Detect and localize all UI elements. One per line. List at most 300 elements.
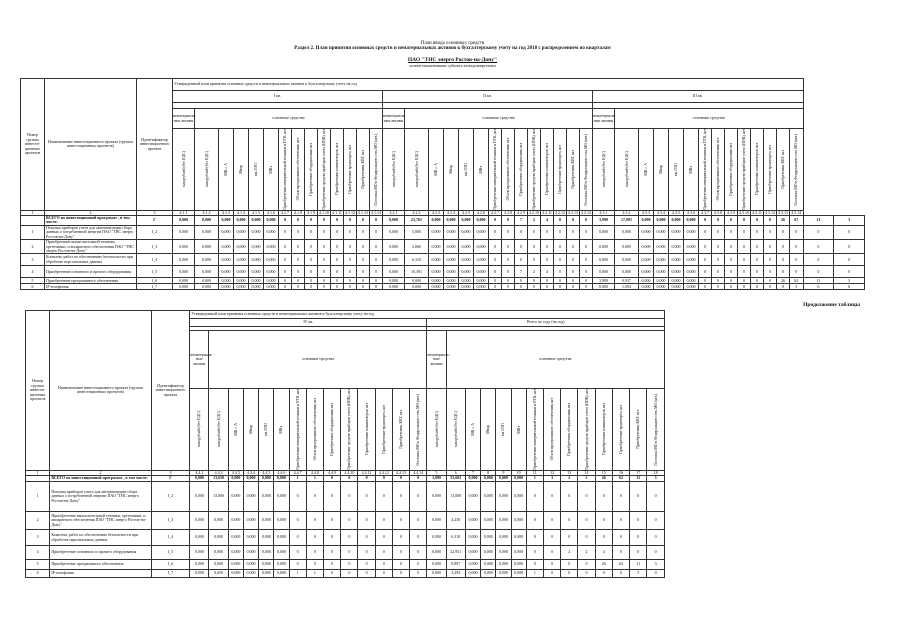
vertical-header-text: МВ×А — [434, 163, 438, 176]
column-header — [405, 129, 429, 211]
column-number: 3 — [151, 470, 190, 475]
value-cell: 0,000 — [249, 240, 264, 254]
row-project-name: Приобретение программного обеспечения — [45, 278, 137, 284]
column-number: 4.3.9 — [725, 210, 738, 215]
value-cell: 0,000 — [383, 240, 405, 254]
column-header — [459, 129, 474, 211]
value-cell: 0,000 — [274, 570, 289, 578]
value-cell: 0,000 — [684, 240, 699, 254]
vertical-header-text: Приобретение компьютеров, шт — [364, 403, 369, 456]
value-cell: 0,000 — [465, 476, 480, 482]
column-header — [699, 129, 712, 211]
vertical-header-text: км ЛЭП — [501, 422, 506, 436]
value-cell: 0 — [370, 278, 383, 284]
value-cell: 0,000 — [465, 560, 480, 570]
value-cell: 0 — [699, 254, 712, 266]
value-cell: 1 — [526, 476, 543, 482]
table-row — [21, 284, 865, 290]
vertical-header-text: Мвар — [659, 164, 663, 174]
value-cell: 0 — [647, 570, 665, 578]
value-cell: 0,000 — [444, 216, 459, 226]
value-cell: 0 — [561, 570, 578, 578]
value-cell: 0,000 — [639, 254, 654, 266]
value-cell: 0,000 — [511, 512, 526, 530]
table-row — [21, 254, 865, 266]
column-number: 4.2.3 — [429, 210, 444, 215]
value-cell: 0 — [699, 284, 712, 290]
value-cell: 0,000 — [654, 278, 669, 284]
value-cell: 0 — [526, 482, 543, 512]
value-cell: 0,000 — [496, 482, 511, 512]
value-cell: 0,000 — [264, 240, 279, 254]
value-cell: 0,000 — [383, 216, 405, 226]
value-cell: 0,000 — [259, 570, 274, 578]
column-header — [612, 389, 629, 471]
value-cell: 0 — [561, 530, 578, 546]
value-cell: 0,000 — [511, 482, 526, 512]
header-intangible: нематериаль-ные активы — [383, 109, 405, 129]
value-cell: 0 — [561, 560, 578, 570]
value-cell: 0 — [595, 530, 612, 546]
column-number: 4.2.4 — [444, 210, 459, 215]
value-cell: 0 — [543, 530, 560, 546]
value-cell: 0 — [554, 240, 567, 254]
value-cell: 0 — [306, 512, 323, 530]
column-header — [306, 389, 323, 471]
column-header — [228, 389, 243, 471]
vertical-header-text: Приобретение средств приборов учета (ИИК), шт — [347, 389, 352, 470]
value-cell: 6,310 — [446, 530, 465, 546]
value-cell: 0 — [502, 278, 515, 284]
value-cell: 0,000 — [474, 240, 489, 254]
column-header — [305, 129, 318, 211]
value-cell: 0 — [279, 240, 292, 254]
column-number: 4.1.12 — [345, 209, 355, 215]
value-cell: 0,000 — [190, 476, 209, 482]
value-cell: 0,000 — [429, 216, 444, 226]
table-row — [21, 266, 865, 278]
vertical-header-text: Приобретение оборудования, шт — [567, 402, 572, 456]
value-cell: 0 — [279, 216, 292, 226]
value-cell: 0,000 — [481, 482, 496, 512]
value-cell: 0,000 — [249, 278, 264, 284]
value-cell: 0,000 — [654, 254, 669, 266]
value-cell: 5 — [790, 284, 804, 290]
value-cell: 0 — [738, 254, 751, 266]
value-cell: 0,000 — [209, 512, 228, 530]
column-header — [669, 129, 684, 211]
value-cell: 2,060 — [405, 240, 429, 254]
row-project-id: I_2 — [137, 225, 173, 239]
value-cell: 0,000 — [173, 266, 195, 278]
value-cell: 0,000 — [228, 530, 243, 546]
value-cell: 0 — [567, 254, 580, 266]
value-cell: 0 — [554, 254, 567, 266]
column-number: 4.2.8 — [502, 210, 515, 215]
value-cell: 0 — [331, 216, 344, 226]
value-cell: 0 — [331, 240, 344, 254]
value-cell: 0,000 — [444, 278, 459, 284]
value-cell: 0 — [375, 570, 392, 578]
value-cell: 0,000 — [429, 284, 444, 290]
value-cell: 0 — [331, 278, 344, 284]
value-cell: 0,000 — [195, 240, 219, 254]
vertical-header-text: МВт — [269, 165, 273, 174]
column-number: 4.3.3 — [639, 210, 654, 215]
vertical-header-text: млн рублей (без НДС) — [624, 151, 629, 188]
value-cell: 0 — [318, 240, 331, 254]
column-header — [474, 129, 489, 211]
row-project-id: I_2 — [151, 482, 190, 512]
column-header — [777, 129, 790, 211]
value-cell: 0,000 — [274, 476, 289, 482]
column-number: 4.4.10 — [341, 470, 358, 475]
vertical-header-text: Приобретения, КВТ, шт — [361, 150, 365, 189]
value-cell: 0 — [344, 266, 357, 278]
header-period: IV кв. — [190, 319, 427, 327]
value-cell: 0 — [410, 530, 427, 546]
value-cell: 0,000 — [219, 254, 234, 266]
value-cell: 0 — [331, 225, 344, 239]
value-cell: 0 — [543, 482, 560, 512]
column-number: 4.1.3 — [219, 210, 234, 215]
column-header — [173, 129, 195, 211]
value-cell: 0 — [489, 278, 502, 284]
value-cell: 0 — [526, 512, 543, 530]
value-cell: 11 — [803, 216, 834, 226]
value-cell: 0 — [541, 240, 554, 254]
value-cell: 0 — [630, 512, 647, 530]
value-cell: 0 — [738, 216, 751, 226]
vertical-header-text: Приобретение измерительной техники и ПТК, шт — [493, 129, 497, 210]
value-cell: 0,000 — [195, 284, 219, 290]
column-number: 4.3.2 — [615, 210, 639, 215]
vertical-header-text: млн рублей (без НДС) — [453, 411, 458, 448]
value-cell: 0,000 — [383, 254, 405, 266]
header-intangible: нематериаль-ные активы — [427, 331, 446, 389]
value-cell: 0 — [370, 284, 383, 290]
vertical-header-text: Объем программного обеспечения, шт — [550, 398, 555, 461]
column-number: 4.1.13 — [358, 209, 368, 215]
column-header — [567, 129, 580, 211]
value-cell: 0 — [502, 225, 515, 239]
value-cell: 1 — [289, 570, 306, 578]
value-cell: 0 — [502, 254, 515, 266]
value-cell: 0,000 — [259, 546, 274, 560]
column-number: 4.1.1 — [173, 210, 195, 215]
value-cell: 0 — [375, 546, 392, 560]
value-cell: 62 — [612, 560, 629, 570]
row-project-name: Покупка приборов учета для автоматизации сбора данных о потребленной энергии ПАО "ТНС энерго Ростов-на-Дону" — [50, 482, 151, 512]
value-cell: 0,000 — [481, 570, 496, 578]
value-cell: 0 — [392, 512, 409, 530]
value-cell: 0 — [375, 512, 392, 530]
value-cell: 0,000 — [465, 546, 480, 560]
column-header — [738, 129, 751, 211]
value-cell: 0 — [567, 216, 580, 226]
value-cell: 0 — [344, 240, 357, 254]
column-number: 4.4.4 — [243, 470, 258, 475]
column-number: 4.3.4 — [654, 210, 669, 215]
value-cell: 0 — [595, 482, 612, 512]
column-header — [526, 389, 543, 471]
value-cell: 0 — [578, 512, 595, 530]
value-cell: 0 — [292, 284, 305, 290]
value-cell: 0 — [580, 266, 593, 278]
value-cell: 0 — [712, 225, 725, 239]
value-cell: 0 — [580, 240, 593, 254]
value-cell: 0,000 — [264, 284, 279, 290]
value-cell: 0,000 — [474, 278, 489, 284]
value-cell: 0,000 — [429, 240, 444, 254]
value-cell: 4 — [541, 216, 554, 226]
value-cell: 0 — [318, 254, 331, 266]
vertical-header-text: Поставка МО в Федеральную сеть МО (шт.) — [416, 393, 421, 466]
column-number: 4.3.12 — [765, 209, 775, 215]
column-header — [444, 129, 459, 211]
value-cell: 55,602 — [446, 476, 465, 482]
value-cell: 0 — [567, 240, 580, 254]
value-cell: 0 — [834, 266, 865, 278]
value-cell: 0,000 — [459, 240, 474, 254]
column-header — [249, 129, 264, 211]
value-cell: 0,000 — [496, 476, 511, 482]
value-cell: 0 — [541, 278, 554, 284]
value-cell: 0,000 — [593, 284, 615, 290]
value-cell: 0,000 — [249, 266, 264, 278]
value-cell: 0 — [370, 216, 383, 226]
value-cell: 0 — [725, 278, 738, 284]
value-cell: 0 — [358, 546, 375, 560]
value-cell: 0 — [341, 476, 358, 482]
row-number: 4 — [21, 266, 45, 278]
value-cell: 0 — [777, 284, 790, 290]
value-cell: 0 — [790, 266, 804, 278]
row-project-name: Покупка приборов учета для автоматизации сбора данных о потребленной энергии ПАО "ТНС энерго Ростов-на-Дону" — [45, 225, 137, 239]
column-number: 4.4.14 — [410, 470, 427, 475]
value-cell: 4 — [541, 266, 554, 278]
row-number: 1 — [26, 482, 50, 512]
value-cell: 0 — [803, 254, 834, 266]
value-cell: 1,094 — [615, 284, 639, 290]
value-cell: 0 — [489, 225, 502, 239]
value-cell: 0 — [489, 254, 502, 266]
value-cell: 0 — [528, 284, 541, 290]
value-cell: 0,000 — [249, 216, 264, 226]
vertical-header-text: Приобретение транспорта, шт — [619, 404, 623, 454]
value-cell: 0,000 — [383, 284, 405, 290]
vertical-header-text: Приобретение компьютеров, шт — [335, 143, 339, 196]
value-cell: 0,000 — [474, 216, 489, 226]
value-cell: 0,000 — [459, 225, 474, 239]
value-cell: 0,000 — [234, 254, 249, 266]
value-cell: 0 — [331, 284, 344, 290]
column-header — [219, 129, 234, 211]
header-fixed-assets: основные средства — [405, 109, 593, 129]
column-number: 4.4.11 — [358, 470, 375, 475]
value-cell: 0,000 — [444, 284, 459, 290]
column-number: 4.1.6 — [264, 210, 279, 215]
column-number: 4.4.8 — [306, 470, 323, 475]
vertical-header-text: Мвар — [449, 164, 453, 174]
value-cell: 0 — [358, 482, 375, 512]
header-group-number: Номер группы инвести-ционных проектов — [21, 79, 45, 211]
value-cell: 2 — [561, 476, 578, 482]
value-cell: 0 — [612, 512, 629, 530]
value-cell: 0 — [410, 560, 427, 570]
value-cell: 0,000 — [228, 512, 243, 530]
table-row — [21, 240, 865, 254]
vertical-header-text: Приобретение компьютеров, шт — [601, 403, 606, 456]
value-cell: 0 — [358, 570, 375, 578]
column-header — [654, 129, 669, 211]
value-cell: 0 — [324, 560, 341, 570]
value-cell: 0 — [292, 254, 305, 266]
vertical-header-text: км ЛЭП — [254, 162, 258, 176]
value-cell: 0 — [647, 512, 665, 530]
column-number: 4.1.2 — [195, 210, 219, 215]
value-cell: 0 — [341, 512, 358, 530]
vertical-header-text: Мвар — [239, 164, 243, 174]
column-number: 15 — [595, 470, 612, 475]
value-cell: 0,000 — [243, 560, 258, 570]
column-header — [190, 389, 209, 471]
value-cell: 0,000 — [234, 216, 249, 226]
value-cell: 7 — [515, 266, 528, 278]
value-cell: 0,000 — [264, 216, 279, 226]
value-cell: 0 — [612, 482, 629, 512]
header-period: II кв. — [383, 91, 593, 103]
column-number: 4.3.10 — [739, 209, 749, 215]
column-number: 4.4.6 — [274, 470, 289, 475]
vertical-header-text: Приобретения, КВТ, шт — [571, 150, 575, 189]
value-cell: 0 — [528, 225, 541, 239]
value-cell: 0 — [375, 530, 392, 546]
value-cell: 0,000 — [639, 225, 654, 239]
value-cell: 0 — [306, 560, 323, 570]
value-cell: 0,000 — [274, 560, 289, 570]
value-cell: 13,000 — [446, 482, 465, 512]
vertical-header-text: Приобретение транспорта, шт — [381, 404, 386, 454]
value-cell: 0,000 — [243, 570, 258, 578]
value-cell: 0,000 — [427, 546, 446, 560]
value-cell: 0 — [489, 266, 502, 278]
value-cell: 0,000 — [259, 560, 274, 570]
value-cell: 0 — [567, 284, 580, 290]
value-cell: 0 — [725, 240, 738, 254]
column-number: 4.4.5 — [259, 470, 274, 475]
value-cell: 0 — [578, 570, 595, 578]
value-cell: 0 — [331, 266, 344, 278]
value-cell: 13,000 — [209, 482, 228, 512]
value-cell: 0,000 — [684, 254, 699, 266]
value-cell: 0 — [567, 266, 580, 278]
value-cell: 0 — [318, 266, 331, 278]
value-cell: 0 — [790, 240, 804, 254]
column-number: 13 — [561, 470, 578, 475]
vertical-header-text: Объем программного обеспечения, шт — [716, 138, 720, 201]
value-cell: 0 — [554, 225, 567, 239]
row-project-name: IP телефония — [50, 570, 151, 578]
header-row — [26, 311, 665, 319]
value-cell: 0 — [489, 216, 502, 226]
value-cell: 0,000 — [173, 225, 195, 239]
table-row — [26, 570, 665, 578]
value-cell: 0,000 — [427, 512, 446, 530]
value-cell: 0,000 — [190, 570, 209, 578]
value-cell: 0 — [699, 240, 712, 254]
column-number: 4.3.14 — [791, 209, 802, 215]
value-cell: 0,000 — [195, 278, 219, 284]
value-cell: 0 — [541, 225, 554, 239]
value-cell: 3,990 — [593, 216, 615, 226]
vertical-header-text: млн рублей (без НДС) — [181, 151, 186, 188]
header-intangible: нематериаль-ные активы — [593, 109, 615, 129]
value-cell: 0,000 — [474, 266, 489, 278]
value-cell: 0 — [515, 284, 528, 290]
value-cell: 0 — [777, 240, 790, 254]
vertical-header-text: Приобретение транспорта, шт — [768, 144, 772, 194]
value-cell: 0,000 — [481, 530, 496, 546]
value-cell: 0,000 — [481, 512, 496, 530]
company-note: полное наименование субъекта электроэнергетики — [409, 63, 496, 68]
value-cell: 0,000 — [219, 284, 234, 290]
table-row — [26, 530, 665, 546]
value-cell: 0 — [777, 266, 790, 278]
value-cell: 0 — [751, 254, 764, 266]
row-project-id: I_5 — [151, 546, 190, 560]
vertical-header-text: Приобретения, КВТ, шт — [781, 150, 785, 189]
value-cell: 0,000 — [228, 482, 243, 512]
value-cell: 0 — [764, 216, 777, 226]
column-number: 4.1.5 — [249, 210, 264, 215]
value-cell: 0 — [324, 570, 341, 578]
value-cell: 0 — [526, 530, 543, 546]
column-number: 8 — [481, 470, 496, 475]
column-header — [357, 129, 370, 211]
value-cell: 0,000 — [274, 482, 289, 512]
column-number: 4.4.13 — [392, 470, 409, 475]
value-cell: 13,650 — [209, 476, 228, 482]
value-cell: 67 — [790, 216, 804, 226]
column-number: 1 — [26, 470, 50, 475]
value-cell: 0,000 — [615, 254, 639, 266]
vertical-header-text: Приобретения, КВТ, шт — [636, 410, 641, 449]
value-cell: 0,000 — [190, 546, 209, 560]
value-cell: 0 — [834, 225, 865, 239]
header-period: Всего по году (на год) — [427, 319, 665, 327]
row-project-id: I_6 — [151, 560, 190, 570]
column-number: 4.2.2 — [405, 210, 429, 215]
value-cell: 0 — [630, 482, 647, 512]
document-title: План ввода основных средств — [420, 41, 485, 46]
value-cell: 0,000 — [474, 254, 489, 266]
value-cell: 62 — [612, 476, 629, 482]
column-number: 1 — [21, 210, 45, 215]
value-cell: 0,000 — [243, 546, 258, 560]
vertical-header-text: Поставка МО в Федеральную сеть МО (шт.) — [584, 133, 588, 206]
value-cell: 0,000 — [259, 512, 274, 530]
value-cell: 0 — [580, 254, 593, 266]
value-cell: 0,000 — [264, 266, 279, 278]
header-group-number: Номер группы инвести-ционных проектов — [26, 311, 50, 471]
value-cell: 0 — [318, 225, 331, 239]
row-number: 3 — [26, 530, 50, 546]
value-cell: 0,000 — [429, 266, 444, 278]
value-cell: 0 — [279, 254, 292, 266]
value-cell: 0 — [392, 476, 409, 482]
value-cell: 0,000 — [249, 284, 264, 290]
